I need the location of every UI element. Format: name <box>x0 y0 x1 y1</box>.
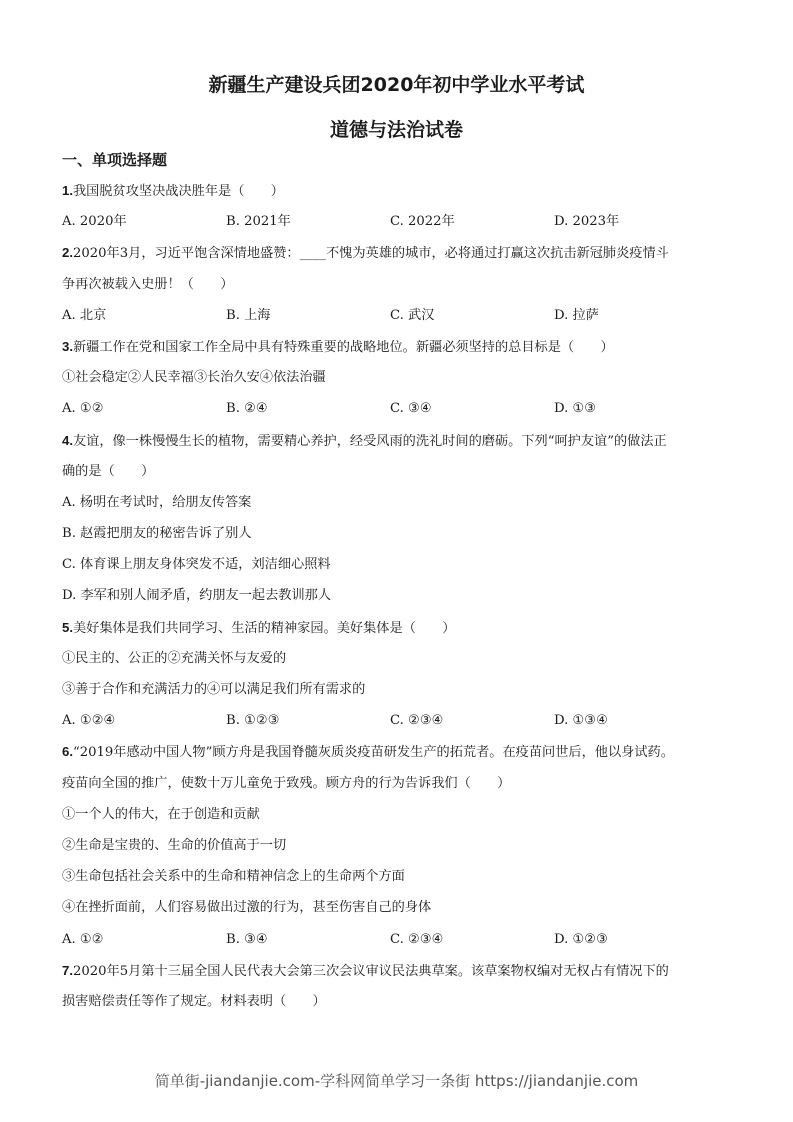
questions-body <box>62 178 742 1020</box>
question-number: 7. <box>62 962 73 978</box>
answer-option: B. 上海 <box>226 307 271 323</box>
question-number: 4. <box>62 432 73 448</box>
answer-option: C. 2022年 <box>390 214 455 230</box>
line-text: 美好集体是我们共同学习、生活的精神家园。美好集体是（ ） <box>73 620 456 636</box>
answer-options <box>62 303 742 334</box>
answer-options <box>62 209 742 240</box>
line-text: ①社会稳定②人民幸福③长治久安④依法治疆 <box>62 370 326 386</box>
exam-subtitle: 道德与法治试卷 <box>329 119 463 141</box>
text-line <box>62 552 742 583</box>
line-text: ③生命包括社会关系中的生命和精神信念上的生命两个方面 <box>62 869 405 885</box>
answer-options <box>62 396 742 427</box>
text-line <box>62 677 742 708</box>
line-text: 友谊，像一株慢慢生长的植物，需要精心养护，经受风雨的洗礼时间的磨砺。下列“呵护友谊”的做法正 <box>73 433 667 449</box>
answer-option: D. 2023年 <box>554 214 620 230</box>
line-text: ④在挫折面前，人们容易做出过激的行为，甚至伤害自己的身体 <box>62 900 432 916</box>
answer-option: D. ①③ <box>554 401 597 417</box>
line-text: 确的是（ ） <box>62 463 155 479</box>
answer-option: C. ②③④ <box>390 931 444 947</box>
answer-option: C. ②③④ <box>390 713 444 729</box>
text-line <box>62 771 742 802</box>
line-text: ①民主的、公正的②充满关怀与友爱的 <box>62 650 287 666</box>
answer-option: C. 武汉 <box>390 307 435 323</box>
question-number: 5. <box>62 619 73 635</box>
line-text: ②生命是宝贵的、生命的价值高于一切 <box>62 837 287 853</box>
answer-option: B. ②④ <box>226 401 268 417</box>
line-text: 我国脱贫攻坚决战决胜年是（ ） <box>73 184 284 199</box>
line-text: 疫苗向全国的推广，使数十万儿童免于致残。顾方舟的行为告诉我们（ ） <box>62 775 511 791</box>
question-stem <box>62 615 742 646</box>
text-line <box>62 459 742 490</box>
question-stem <box>62 178 742 209</box>
answer-option: A. ①②④ <box>62 713 116 729</box>
footer-watermark: 简单街-jiandanjie.com-学科网简单学习一条街 https://jiandanjie.com <box>154 1072 639 1090</box>
text-line <box>62 833 742 864</box>
question-stem <box>62 428 742 459</box>
question-stem <box>62 334 742 365</box>
answer-option: C. ③④ <box>390 401 432 417</box>
answer-options <box>62 927 742 958</box>
line-text: A. 杨明在考试时，给朋友传答案 <box>62 494 252 510</box>
answer-option: A. ①② <box>62 931 104 947</box>
question-number: 1. <box>62 183 73 198</box>
text-line <box>62 521 742 552</box>
text-line <box>62 490 742 521</box>
answer-options <box>62 708 742 739</box>
text-line <box>62 864 742 895</box>
question-number: 6. <box>62 744 73 760</box>
answer-option: A. ①② <box>62 401 104 417</box>
text-line <box>62 365 742 396</box>
exam-title: 新疆生产建设兵团2020年初中学业水平考试 <box>208 74 585 96</box>
question-stem <box>62 958 742 989</box>
line-text: ①一个人的伟大，在于创造和贡献 <box>62 806 260 822</box>
answer-option: D. ①③④ <box>554 713 608 729</box>
line-text: 新疆工作在党和国家工作全局中具有特殊重要的战略地位。新疆必须坚持的总目标是（ ） <box>73 339 614 355</box>
line-text: “2019年感动中国人物”顾方舟是我国脊髓灰质炎疫苗研发生产的拓荒者。在疫苗问世后，他以身试药。 <box>73 745 674 761</box>
text-line <box>62 989 742 1020</box>
answer-option: B. ③④ <box>226 931 268 947</box>
answer-option: D. ①②③ <box>554 931 608 947</box>
question-number: 2. <box>62 245 73 261</box>
line-text: C. 体育课上朋友身体突发不适，刘洁细心照料 <box>62 557 331 573</box>
line-text: B. 赵霞把朋友的秘密告诉了别人 <box>62 526 252 542</box>
text-line <box>62 895 742 926</box>
line-text: 争再次被载入史册！（ ） <box>62 276 234 292</box>
line-text: 损害赔偿责任等作了规定。材料表明（ ） <box>62 993 326 1009</box>
answer-option: A. 2020年 <box>62 214 127 230</box>
line-text: D. 李军和别人闹矛盾，约朋友一起去教训那人 <box>62 588 332 604</box>
answer-option: D. 拉萨 <box>554 307 599 323</box>
line-text: ③善于合作和充满活力的④可以满足我们所有需求的 <box>62 682 366 697</box>
text-line <box>62 802 742 833</box>
question-number: 3. <box>62 338 73 354</box>
line-text: 2020年3月，习近平饱含深情地盛赞：____不愧为英雄的城市，必将通过打赢这次抗击新冠肺炎疫情斗 <box>73 246 669 262</box>
answer-option: B. ①②③ <box>226 713 280 729</box>
line-text: 2020年5月第十三届全国人民代表大会第三次会议审议民法典草案。该草案物权编对无权占有情况下的 <box>73 963 669 979</box>
text-line <box>62 583 742 614</box>
text-line <box>62 272 742 303</box>
answer-option: B. 2021年 <box>226 214 291 230</box>
question-stem <box>62 240 742 271</box>
question-stem <box>62 739 742 770</box>
answer-option: A. 北京 <box>62 307 107 323</box>
text-line <box>62 646 742 677</box>
section-heading: 一、单项选择题 <box>62 151 168 169</box>
